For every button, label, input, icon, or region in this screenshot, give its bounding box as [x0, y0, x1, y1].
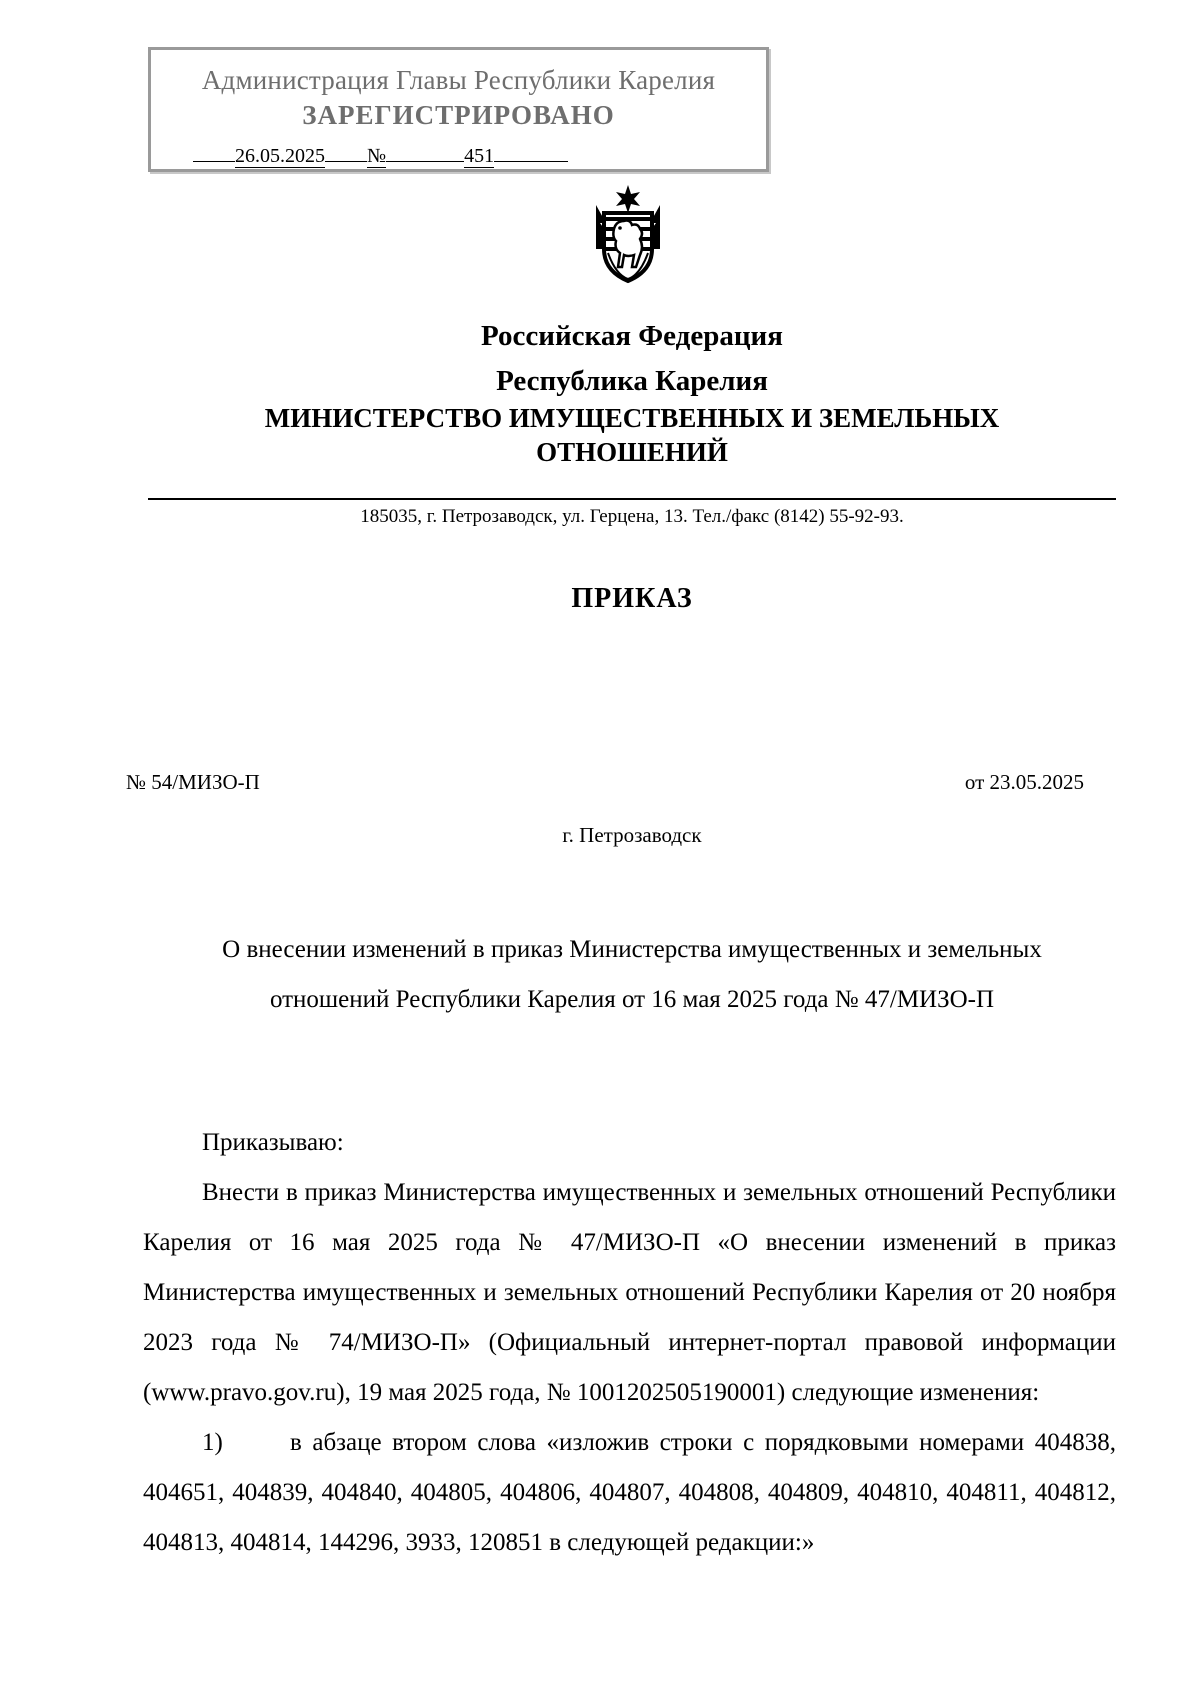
ministry-name-line2: ОТНОШЕНИЙ [536, 437, 728, 467]
order-intro: Приказываю: [202, 1129, 344, 1156]
order-subject [148, 925, 1116, 1025]
header-divider [148, 498, 1116, 500]
stamp-registration-line [193, 145, 568, 168]
stamp-status: ЗАРЕГИСТРИРОВАНО [302, 100, 615, 130]
order-paragraph-1: Внести в приказ Министерства имущественных и земельных отношений Республики Карелия от 16 мая 2025 года № 47/МИЗО-П «О внесении изменений в приказ Министерства имущественных и земельных отношений Республики Карелия от 20 ноября 2023 года № 74/МИЗО-П» (Официальный интернет-портал правовой информации (www.pravo.gov.ru), 19 мая 2025 года, № 1001202505190001) следующие изменения: [143, 1179, 1116, 1406]
ministry-name-line1: МИНИСТЕРСТВО ИМУЩЕСТВЕННЫХ И ЗЕМЕЛЬНЫХ [264, 403, 1000, 433]
order-item-1-text: в абзаце втором слова «изложив строки с порядковыми номерами 404838, 404651, 404839, 404840, 404805, 404806, 404807, 404808, 404809, 404810, 404811, 404812, 404813, 404814, 144296, 3933, 120851 в следующей редакции:» [143, 1429, 1116, 1556]
document-type: ПРИКАЗ [571, 583, 693, 614]
order-item-1-number: 1) [202, 1429, 223, 1456]
order-subject-line1: О внесении изменений в приказ Министерства имущественных и земельных [222, 936, 1042, 963]
ministry-address: 185035, г. Петрозаводск, ул. Герцена, 13. Тел./факс (8142) 55-92-93. [360, 506, 904, 527]
order-city: г. Петрозаводск [562, 823, 702, 847]
order-number: № 54/МИЗО-П [126, 770, 260, 794]
country-name: Российская Федерация [481, 320, 783, 352]
order-body [143, 1118, 1116, 1568]
stamp-number-sign: № [367, 145, 387, 167]
order-item-1 [143, 1418, 1116, 1568]
republic-name: Республика Карелия [496, 365, 768, 397]
stamp-reg-number: 451 [464, 145, 495, 167]
registration-stamp [148, 47, 769, 172]
order-subject-line2: отношений Республики Карелия от 16 мая 2025 года № 47/МИЗО-П [269, 986, 995, 1013]
stamp-authority: Администрация Главы Республики Карелия [201, 65, 716, 95]
order-date: от 23.05.2025 [964, 770, 1084, 794]
stamp-reg-date: 26.05.2025 [235, 145, 325, 167]
karelia-coat-of-arms-icon [586, 183, 670, 287]
